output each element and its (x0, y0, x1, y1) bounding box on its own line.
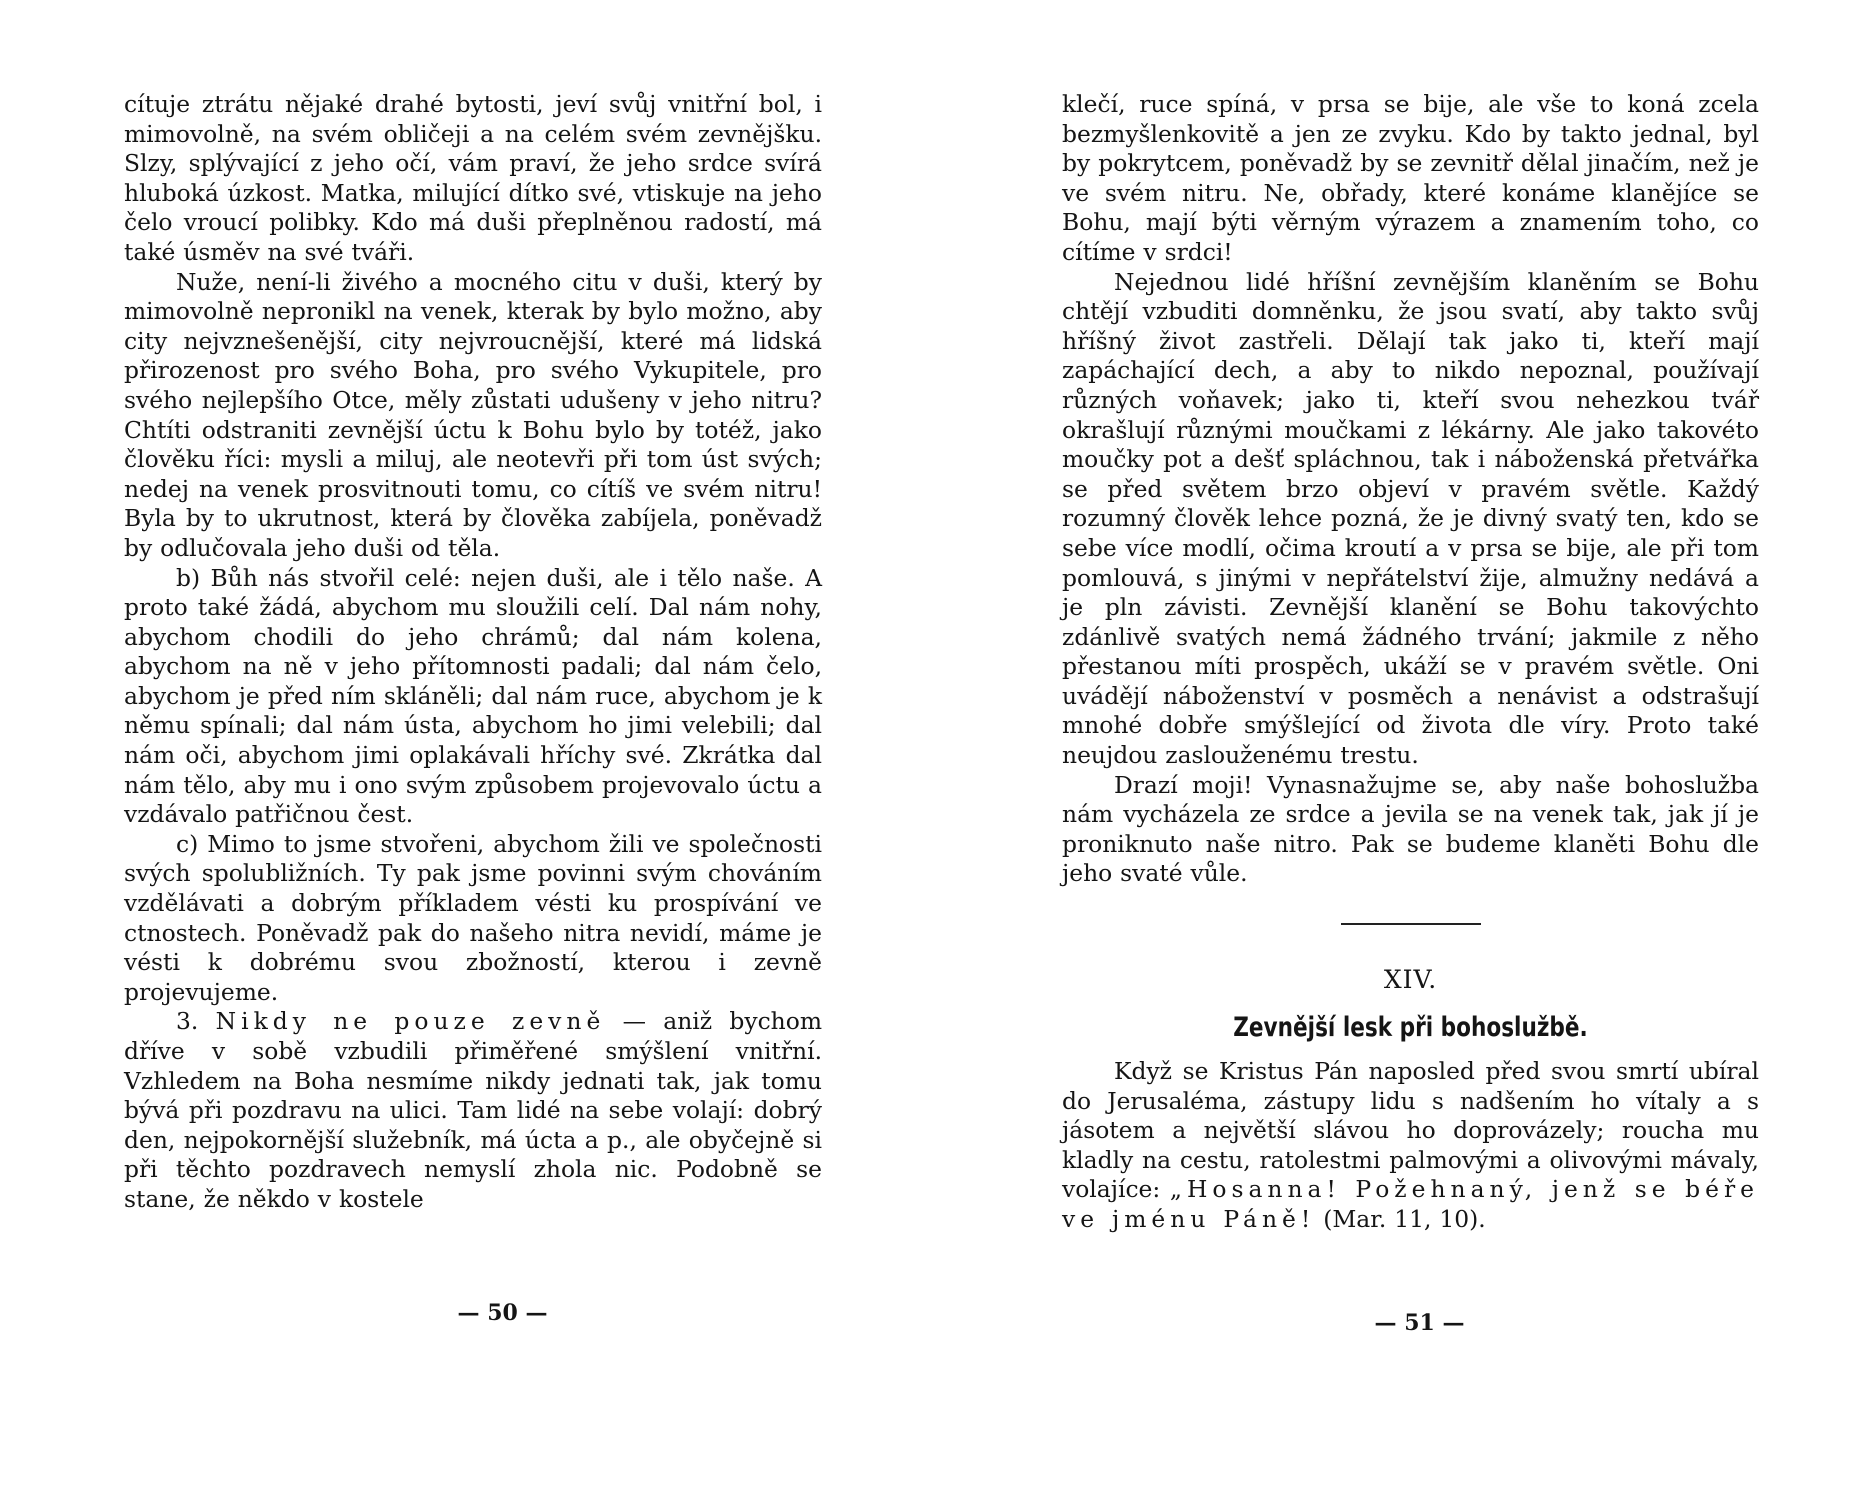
right-paragraph-1: klečí, ruce spíná, v prsa se bije, ale vše to koná zcela bezmyšlenkovitě a jen ze zvyku. Kdo by takto jednal, byl by pokrytcem, poněvadž by se zevnitř dělal jinačím, než je ve svém nitru. Ne, obřady, které konáme klanějíce se Bohu, mají býti věrným výrazem a znamením toho, co cítíme v srdci! (1062, 90, 1759, 266)
right-paragraph-3: Drazí moji! Vynasnažujme se, aby naše bohoslužba nám vycházela ze srdce a jevila se na venek tak, jak jí je proniknuto naše nitro. Pak se budeme klaněti Bohu dle jeho svaté vůle. (1062, 770, 1759, 888)
bible-reference: (Mar. 11, 10). (1323, 1205, 1486, 1233)
right-text-column (1062, 90, 1759, 1235)
left-page-number: — 50 — (457, 1300, 548, 1326)
right-paragraph-2: Nejednou lidé hříšní zevnějším klaněním se Bohu chtějí vzbuditi domněnku, že jsou svatí, aby takto svůj hříšný život zastřeli. Dělají tak jako ti, kteří mají zapáchající dech, a aby to nikdo nepoznal, používají různých voňavek; jako ti, kteří svou nehezkou tvář okrašlují různými moučkami z lékárny. Ale jako takovéto moučky pot a dešť spláchnou, tak i náboženská přetvářka se před světem brzo objeví v pravém světle. Každý rozumný člověk lehce pozná, že je divný svatý ten, kdo se sebe více modlí, očima kroutí a v prsa se bije, ale při tom pomlouvá, s jinými v nepřátelství žije, almužny nedává a je pln závisti. Zevnější klanění se Bohu takovýchto zdánlivě svatých nemá žádného trvání; jakmile z něho přestanou míti prospěch, ukáží se v pravém světle. Oni uvádějí náboženství v posměch a nenávist a odstrašují mnohé dobře smýšlející od života dle víry. Proto také neujdou zaslouženému trestu. (1062, 267, 1759, 770)
chapter-title: Zevnější lesk při bohoslužbě. (1233, 1012, 1588, 1044)
right-paragraph-4 (1062, 1057, 1759, 1235)
section-divider (1341, 923, 1481, 925)
paragraph-5-rest: — aniž bychom dříve v sobě vzbudili přiměřené smýšlení vnitřní. Vzhledem na Boha nesmíme nikdy jednati tak, jak tomu bývá při pozdravu na ulici. Tam lidé na sebe volají: dobrý den, nejpokornější služebník, má úcta a p., ale obyčejně si při těchto pozdravech nemyslí zhola nic. Podobně se stane, že někdo v kostele (124, 1007, 822, 1213)
right-page-number: — 51 — (1374, 1310, 1465, 1336)
quote-emphasis: „Hosanna! Požehnaný, jenž se béře ve jménu Páně! (1062, 1175, 1759, 1233)
left-paragraph-5 (124, 1007, 822, 1214)
right-page (935, 0, 1870, 1500)
spaced-emphasis: Nikdy ne pouze zevně (215, 1007, 606, 1036)
point-number: 3. (176, 1007, 199, 1036)
chapter-number: XIV. (1383, 965, 1438, 995)
left-paragraph-3: b) Bůh nás stvořil celé: nejen duši, ale i tělo naše. A proto také žádá, abychom mu sloužili celí. Dal nám nohy, abychom chodili do jeho chrámů; dal nám kolena, abychom na ně v jeho přítomnosti padali; dal nám čelo, abychom je před ním skláněli; dal nám ruce, abychom je k němu spínali; dal nám ústa, abychom ho jimi velebili; dal nám oči, abychom jimi oplakávali hříchy své. Zkrátka dal nám tělo, aby mu i ono svým způsobem projevovalo úctu a vzdávalo patřičnou čest. (124, 563, 822, 829)
left-text-column (124, 90, 822, 1215)
left-paragraph-2: Nuže, není-li živého a mocného citu v duši, který by mimovolně nepronikl na venek, kterak by bylo možno, aby city nejvznešenější, city nejvroucnější, které má lidská přirozenost pro svého Boha, pro svého Vykupitele, pro svého nejlepšího Otce, měly zůstati udušeny v jeho nitru? Chtíti odstraniti zevnější úctu k Bohu bylo by totéž, jako člověku říci: mysli a miluj, ale neotevři při tom úst svých; nedej na venek prosvitnouti tomu, co cítíš ve svém nitru! Byla by to ukrutnost, která by člověka zabíjela, poněvadž by odlučovala jeho duši od těla. (124, 267, 822, 562)
left-paragraph-1: cítuje ztrátu nějaké drahé bytosti, jeví svůj vnitřní bol, i mimovolně, na svém obličeji a na celém svém zevnějšku. Slzy, splývající z jeho očí, vám praví, že jeho srdce svírá hluboká úzkost. Matka, milující dítko své, vtiskuje na jeho čelo vroucí polibky. Kdo má duši přeplněnou radostí, má také úsměv na své tváři. (124, 90, 822, 266)
left-paragraph-4: c) Mimo to jsme stvořeni, abychom žili ve společnosti svých spolubližních. Ty pak jsme povinni svým chováním vzdělávati a dobrým příkladem vésti ku prospívání ve ctnostech. Poněvadž pak do našeho nitra nevidí, máme je vésti k dobrému svou zbožností, kterou i zevně projevujeme. (124, 829, 822, 1006)
paragraph-4-text: Když se Kristus Pán naposled před svou smrtí ubíral do Jerusaléma, zástupy lidu s nadšením ho vítaly a s jásotem a největší slávou ho doprovázely; roucha mu kladly na cestu, ratolestmi palmovými a olivovými mávaly, volajíce: (1062, 1057, 1759, 1204)
